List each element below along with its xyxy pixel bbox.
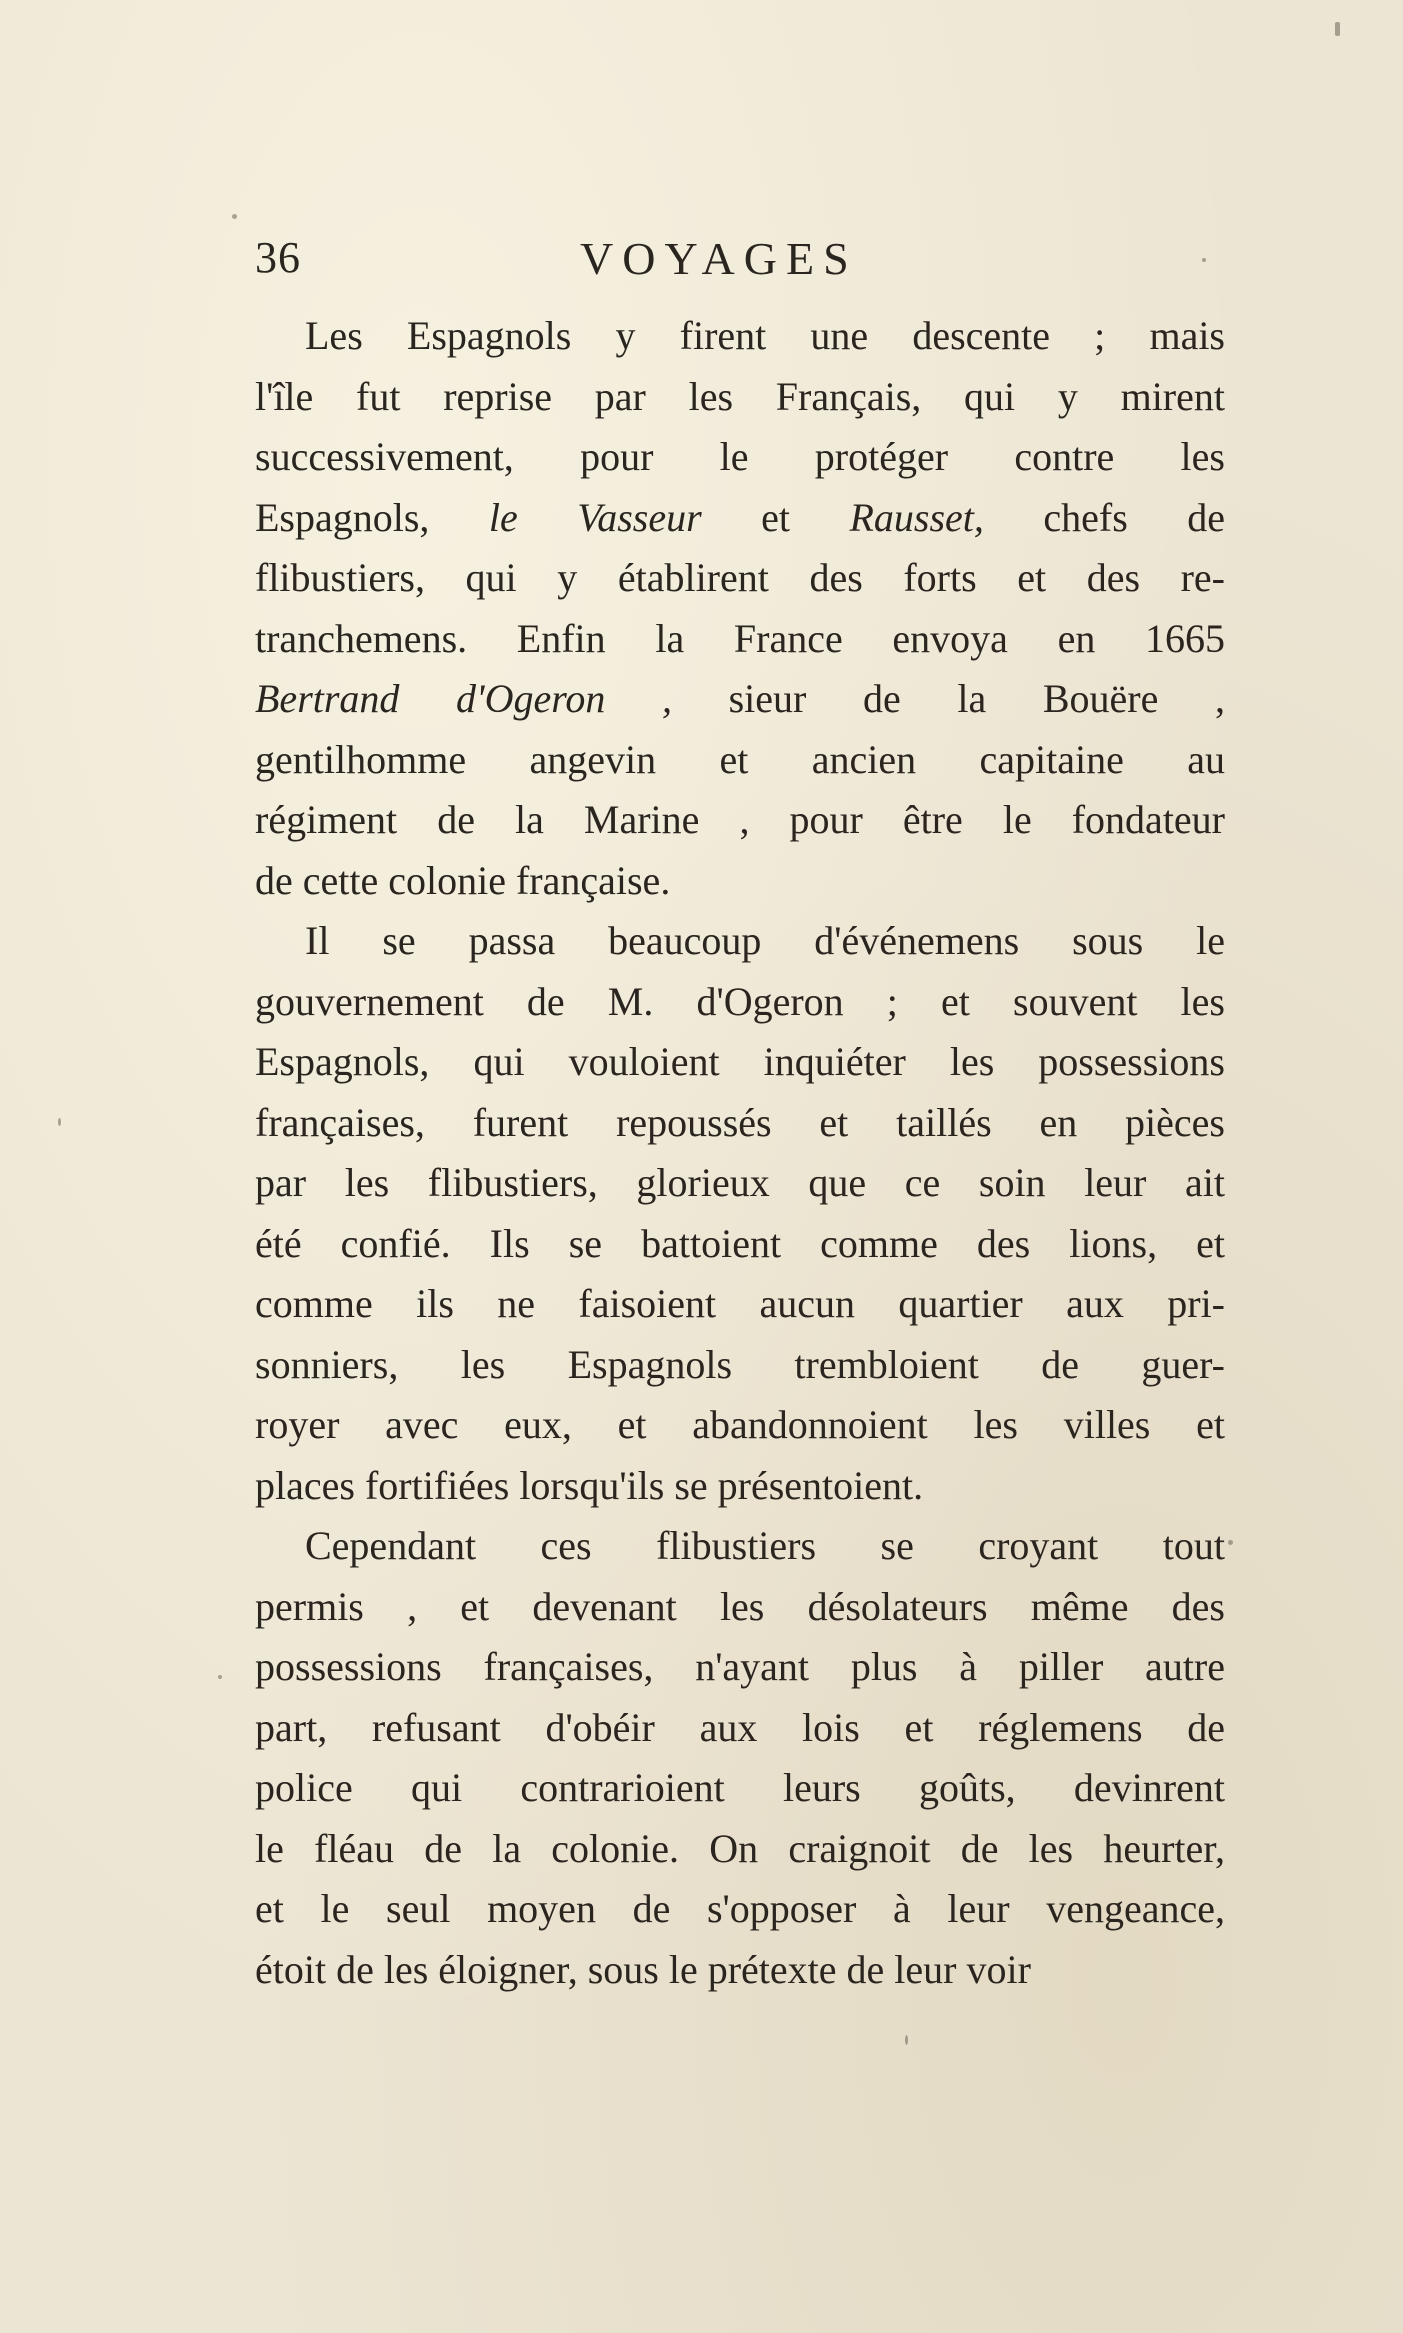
paragraph [255, 911, 1225, 1516]
text-line [255, 1335, 1225, 1396]
text-line [255, 972, 1225, 1033]
paragraph [255, 306, 1225, 911]
paper-speck [1228, 1540, 1233, 1545]
text-line [255, 730, 1225, 791]
text-run: successivement, pour le protéger contre les [255, 434, 1225, 479]
text-line [255, 367, 1225, 428]
text-line [255, 1819, 1225, 1880]
text-run: tranchemens. Enfin la France envoya en 1665 [255, 615, 1225, 661]
text-line [255, 1637, 1225, 1698]
text-run: Les Espagnols y firent une descente ; mais [305, 313, 1225, 358]
text-run: places fortifiées lorsqu'ils se présentoient. [255, 1462, 924, 1508]
italic-name: le Vasseur [488, 494, 702, 540]
text-line [255, 1032, 1225, 1093]
text-line [255, 669, 1225, 730]
text-line [255, 427, 1225, 488]
text-run: été confié. Ils se battoient comme des lions, et [255, 1220, 1225, 1266]
body-text [255, 306, 1225, 2000]
text-line [255, 1395, 1225, 1456]
text-run: flibustiers, qui y établirent des forts et des re- [255, 555, 1225, 600]
text-run: françaises, furent repoussés et taillés en pièces [255, 1099, 1225, 1145]
paper-speck [1335, 22, 1340, 36]
text-run: régiment de la Marine , pour être le fondateur [255, 797, 1225, 842]
text-run: Cependant ces flibustiers se croyant tout [305, 1523, 1225, 1568]
paper-speck [905, 2035, 908, 2045]
text-line [255, 1516, 1225, 1577]
text-line [255, 790, 1225, 851]
text-run: et [701, 494, 850, 540]
text-run: de cette colonie française. [255, 857, 671, 903]
text-run: par les flibustiers, glorieux que ce soin leur ait [255, 1160, 1225, 1205]
text-run: gouvernement de M. d'Ogeron ; et souvent les [255, 978, 1225, 1024]
paper-speck [58, 1118, 61, 1126]
text-line [255, 1758, 1225, 1819]
text-run: comme ils ne faisoient aucun quartier aux pri- [255, 1281, 1225, 1326]
text-line [255, 1879, 1225, 1940]
text-line [255, 851, 1225, 912]
paper-speck [1202, 258, 1206, 262]
text-run: Espagnols, qui vouloient inquiéter les possessions [255, 1039, 1225, 1084]
text-run: et le seul moyen de s'opposer à leur vengeance, [255, 1886, 1225, 1931]
text-line [255, 1214, 1225, 1275]
paper-speck [218, 1675, 222, 1679]
italic-name: Rausset, [849, 494, 984, 540]
running-head: VOYAGES [580, 233, 858, 284]
text-line [255, 1153, 1225, 1214]
text-line [255, 1577, 1225, 1638]
text-run: sonniers, les Espagnols trembloient de guer- [255, 1341, 1225, 1387]
text-run: permis , et devenant les désolateurs même des [255, 1583, 1225, 1629]
text-line [255, 911, 1225, 972]
text-run: Espagnols, [255, 494, 489, 540]
text-run: police qui contrarioient leurs goûts, devinrent [255, 1765, 1225, 1810]
text-line [255, 1093, 1225, 1154]
text-run: possessions françaises, n'ayant plus à piller autre [255, 1644, 1225, 1689]
text-run: l'île fut reprise par les Français, qui y mirent [255, 373, 1225, 419]
text-run: part, refusant d'obéir aux lois et réglemens de [255, 1704, 1225, 1750]
text-line [255, 1940, 1225, 2001]
text-line [255, 609, 1225, 670]
text-line [255, 1698, 1225, 1759]
text-run: le fléau de la colonie. On craignoit de les heurter, [255, 1825, 1225, 1871]
text-run: chefs de [983, 494, 1225, 540]
text-line [255, 306, 1225, 367]
paragraph [255, 1516, 1225, 2000]
text-run: Il se passa beaucoup d'événemens sous le [305, 918, 1225, 963]
text-run: sieur de la Bouëre , [671, 676, 1225, 721]
text-run: gentilhomme angevin et ancien capitaine au [255, 736, 1225, 782]
text-line [255, 548, 1225, 609]
text-line [255, 488, 1225, 549]
text-line [255, 1456, 1225, 1517]
page-header [255, 232, 1235, 292]
page-number: 36 [255, 233, 301, 282]
text-run: royer avec eux, et abandonnoient les villes et [255, 1402, 1225, 1447]
text-run: étoit de les éloigner, sous le prétexte de leur voir [255, 1946, 1031, 1992]
text-line [255, 1274, 1225, 1335]
paper-speck [232, 214, 237, 219]
italic-name: Bertrand d'Ogeron , [255, 676, 672, 721]
